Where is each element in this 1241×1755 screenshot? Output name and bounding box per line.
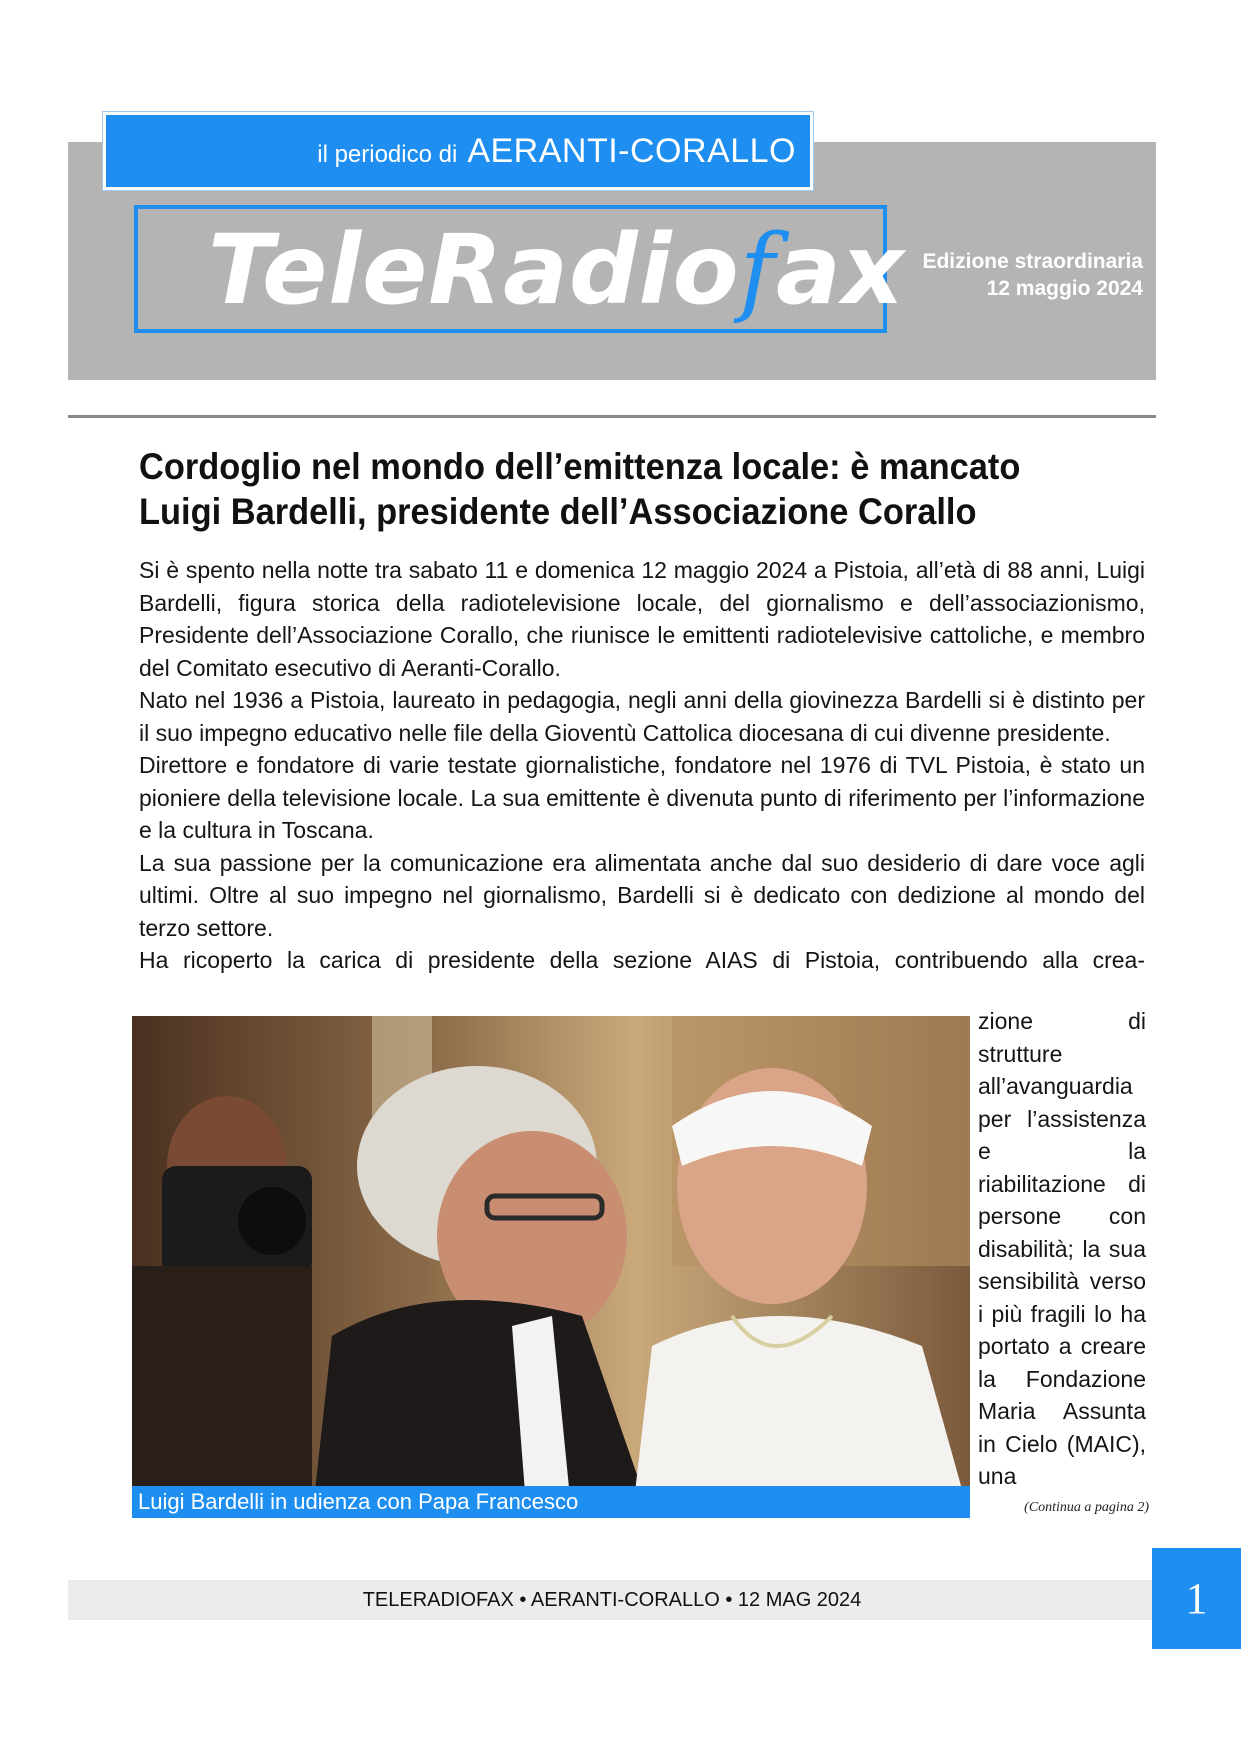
photo-illustration [132, 1016, 970, 1518]
logo-f-letter: f [739, 214, 777, 326]
headline-line-2: Luigi Bardelli, presidente dell’Associazione Corallo [139, 491, 977, 532]
edition-label: Edizione straordinaria [922, 250, 1143, 273]
article-body [139, 554, 1145, 977]
headline-line-1: Cordoglio nel mondo dell’emittenza locale: è mancato [139, 446, 1021, 487]
edition-date: 12 maggio 2024 [986, 277, 1143, 300]
logo-frame [134, 205, 905, 333]
logo-end-text: ax [776, 214, 905, 326]
periodico-name: AERANTI-CORALLO [467, 131, 796, 170]
side-paragraph: zione di strutture all’avanguardia per l’assistenza e la riabilitazione di persone con disabilità; la sua sensibilità verso i più fragili lo ha portato a creare la Fondazione Maria Assunta in Cielo (MAIC), una [978, 1008, 1146, 1489]
footer-text: TELERADIOFAX • AERANTI-CORALLO • 12 MAG 2024 [362, 1588, 862, 1611]
periodico-banner [103, 112, 813, 190]
teleradiofax-logo [208, 215, 905, 325]
photo-caption: Luigi Bardelli in udienza con Papa Francesco [132, 1486, 970, 1518]
paragraph: La sua passione per la comunicazione era alimentata anche dal suo desiderio di dare voce agli ultimi. Oltre al suo impegno nel giornalismo, Bardelli si è dedicato con dedizione al mondo del terzo settore. [139, 849, 1145, 941]
side-column-text [978, 1005, 1146, 1493]
edition-info [922, 248, 1143, 302]
page-number [1152, 1548, 1241, 1649]
article-photo [132, 1016, 970, 1518]
paragraph: Direttore e fondatore di varie testate giornalistiche, fondatore nel 1976 di TVL Pistoia, è stato un pioniere della televisione locale. La sua emittente è divenuta punto di riferimento per l’informazione e la cultura in Toscana. [139, 752, 1145, 843]
paragraph: Ha ricoperto la carica di presidente della sezione AIAS di Pistoia, contribuendo alla crea- [139, 947, 1145, 973]
page-footer [68, 1580, 1156, 1620]
paragraph: Si è spento nella notte tra sabato 11 e domenica 12 maggio 2024 a Pistoia, all’età di 88 anni, Luigi Bardelli, figura storica della radiotelevisione locale, del giornalismo e dell’associazionismo, Presidente dell’Associazione Corallo, che riunisce le emittenti radiotelevisive cattoliche, e membro del Comitato esecutivo di Aeranti-Corallo. [139, 557, 1145, 681]
header-divider [68, 415, 1156, 418]
periodico-prefix: il periodico di [317, 141, 458, 168]
continue-note: (Continua a pagina 2) [1024, 1500, 1149, 1515]
logo-main-text: TeleRadio [208, 214, 740, 326]
paragraph: Nato nel 1936 a Pistoia, laureato in pedagogia, negli anni della giovinezza Bardelli si è distinto per il suo impegno educativo nelle file della Gioventù Cattolica diocesana di cui divenne presidente. [139, 687, 1145, 746]
article-headline [139, 444, 1145, 534]
page-number-value: 1 [1185, 1574, 1208, 1623]
